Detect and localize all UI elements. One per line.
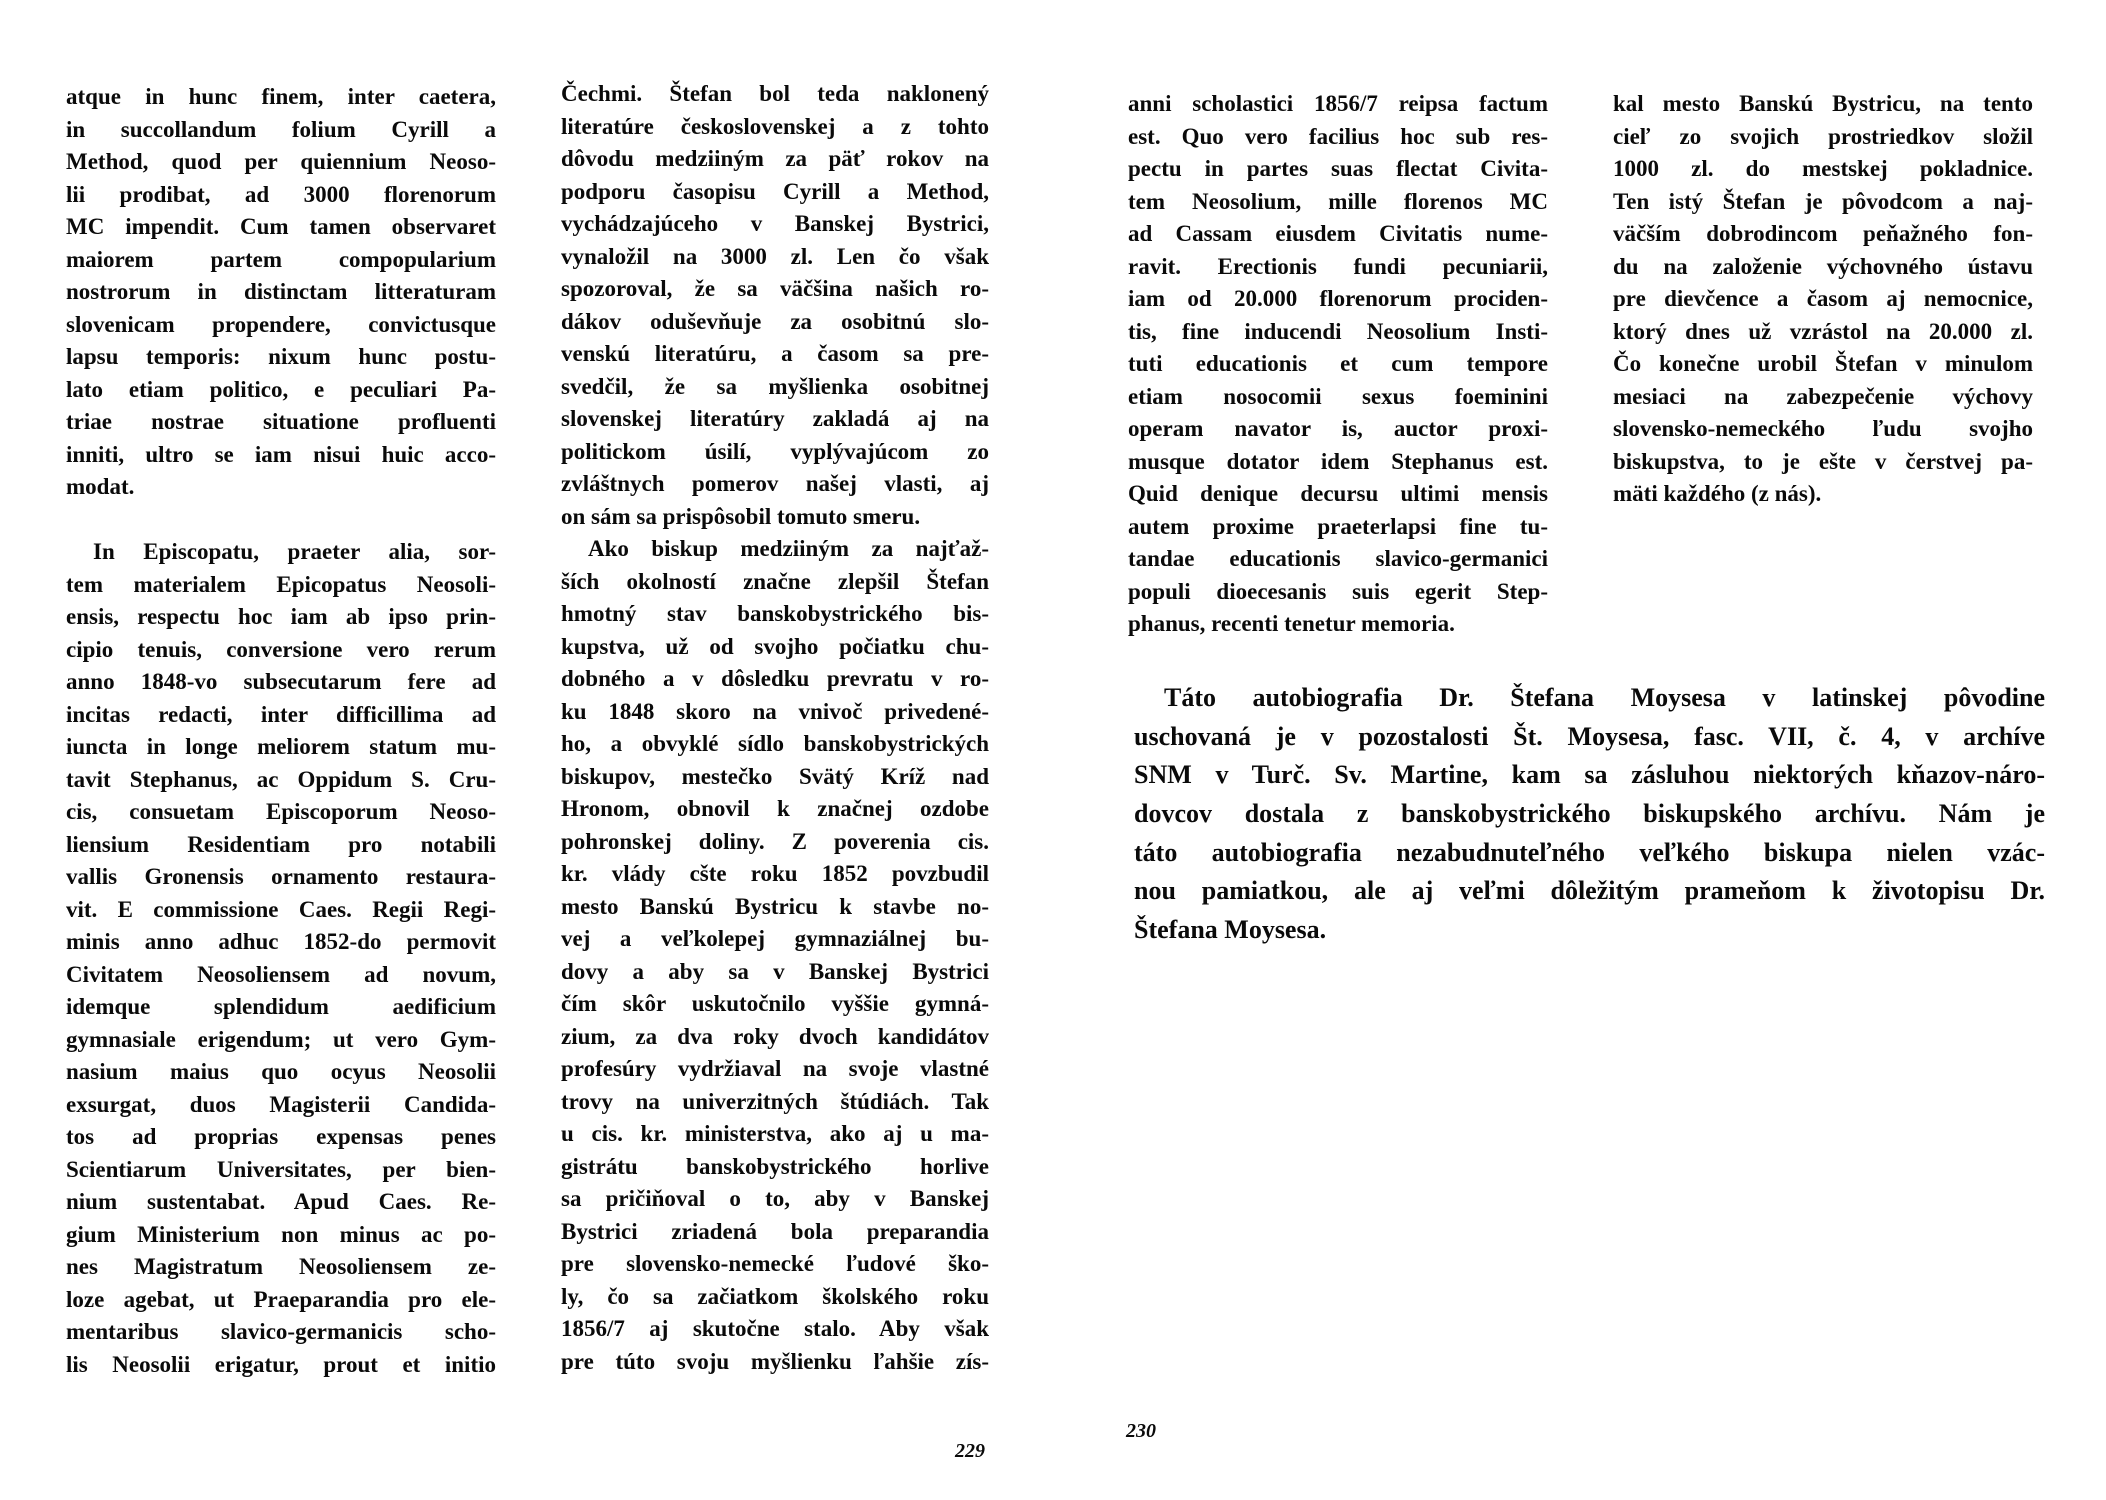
- text-line: slovenskej literatúry zakladá aj na: [561, 406, 989, 431]
- text-line: lapsu temporis: nixum hunc postu-: [66, 344, 496, 369]
- text-line: gium Ministerium non minus ac po-: [66, 1221, 496, 1247]
- text-line: lato etiam politico, e peculiari Pa-: [66, 376, 496, 402]
- text-line: podporu časopisu Cyrill a Method,: [561, 178, 989, 204]
- text-line: 1856/7 aj skutočne stalo. Aby však: [561, 1316, 989, 1341]
- text-line: mesto Banskú Bystricu k stavbe no-: [561, 893, 989, 919]
- text-line: cieľ zo svojich prostriedkov složil: [1613, 123, 2033, 149]
- text-line: hmotný stav banskobystrického bis-: [561, 601, 989, 626]
- text-line: uschovaná je v pozostalosti Št. Moysesa, fasc. VII, č. 4, v archíve: [1134, 721, 2045, 751]
- text-line: vej a veľkolepej gymnaziálnej bu-: [561, 926, 989, 951]
- text-line: operam navator is, auctor proxi-: [1128, 416, 1548, 441]
- text-line: kr. vlády cšte roku 1852 povzbudil: [561, 861, 989, 886]
- text-line: est. Quo vero facilius hoc sub res-: [1128, 123, 1548, 149]
- text-line: tem materialem Epicopatus Neosoli-: [66, 571, 496, 597]
- text-line: ších okolností značne zlepšil Štefan: [561, 568, 989, 594]
- text-line: nou pamiatkou, ale aj veľmi dôležitým prameňom k životopisu Dr.: [1134, 876, 2045, 906]
- text-line: 1000 zl. do mestskej pokladnice.: [1613, 156, 2033, 181]
- text-line: cipio tenuis, conversione vero rerum: [66, 636, 496, 662]
- editor-note-paragraph: [1134, 679, 2045, 950]
- paragraph: [66, 536, 496, 1381]
- text-line: atque in hunc finem, inter caetera,: [66, 84, 496, 109]
- text-line: svedčil, že sa myšlienka osobitnej: [561, 373, 989, 399]
- text-line: in succollandum folium Cyrill a: [66, 116, 496, 142]
- paragraph: [561, 78, 989, 533]
- right-page-column-1: [1128, 88, 1548, 641]
- text-line: Čo konečne urobil Štefan v minulom: [1613, 351, 2033, 376]
- left-page-column-1: [66, 81, 496, 1381]
- text-line: profesúry vydržiaval na svoje vlastné: [561, 1056, 989, 1081]
- text-line: nostrorum in distinctam litteraturam: [66, 279, 496, 304]
- paragraph: [561, 533, 989, 1378]
- text-line: on sám sa prispôsobil tomuto smeru.: [561, 503, 921, 529]
- text-line: lis Neosolii erigatur, prout et initio: [66, 1351, 496, 1377]
- text-line: ho, a obvyklé sídlo banskobystrických: [561, 731, 989, 756]
- text-line: tos ad proprias expensas penes: [66, 1124, 496, 1149]
- text-line: anni scholastici 1856/7 reipsa factum: [1128, 91, 1548, 116]
- paragraph-gap: [66, 504, 496, 537]
- text-line: idemque splendidum aedificium: [66, 994, 496, 1019]
- text-line: ravit. Erectionis fundi pecuniarii,: [1128, 253, 1548, 279]
- text-line: sa pričiňoval o to, aby v Banskej: [561, 1186, 989, 1211]
- text-line: loze agebat, ut Praeparandia pro ele-: [66, 1286, 496, 1312]
- text-line: tem Neosolium, mille florenos MC: [1128, 188, 1548, 214]
- text-line: SNM v Turč. Sv. Martine, kam sa zásluhou niektorých kňazov-náro-: [1134, 760, 2045, 790]
- text-line: anno 1848-vo subsecutarum fere ad: [66, 669, 496, 694]
- text-line: vit. E commissione Caes. Regii Regi-: [66, 896, 496, 922]
- text-line: du na založenie výchovného ústavu: [1613, 253, 2033, 279]
- text-line: liensium Residentiam pro notabili: [66, 831, 496, 857]
- text-line: vychádzajúceho v Banskej Bystrici,: [561, 211, 989, 236]
- text-line: tavit Stephanus, ac Oppidum S. Cru-: [66, 766, 496, 792]
- text-line: ly, čo sa začiatkom školského roku: [561, 1283, 989, 1309]
- page-number-left: 229: [955, 1440, 985, 1462]
- text-line: modat.: [66, 474, 135, 499]
- left-page-column-2: [561, 78, 989, 1378]
- text-line: iuncta in longe meliorem statum mu-: [66, 734, 496, 759]
- text-line: tandae educationis slavico-germanici: [1128, 546, 1548, 571]
- text-line: Quid denique decursu ultimi mensis: [1128, 481, 1548, 506]
- text-line: kupstva, už od svojho počiatku chu-: [561, 633, 989, 659]
- text-line: tis, fine inducendi Neosolium Insti-: [1128, 318, 1548, 344]
- text-line: dôvodu medziiným za päť rokov na: [561, 146, 989, 171]
- text-line: dovcov dostala z banskobystrického biskupského archívu. Nám je: [1134, 799, 2045, 829]
- text-line: pre túto svoju myšlienku ľahšie zís-: [561, 1348, 989, 1374]
- text-line: minis anno adhuc 1852-do permovit: [66, 929, 496, 954]
- text-line: nes Magistratum Neosoliensem ze-: [66, 1254, 496, 1279]
- paragraph: [1128, 88, 1548, 641]
- text-line: väčším dobrodincom peňažného fon-: [1613, 221, 2033, 246]
- text-line: gistrátu banskobystrického horlive: [561, 1153, 989, 1179]
- text-line: nium sustentabat. Apud Caes. Re-: [66, 1189, 496, 1214]
- text-line: pre slovensko-nemecké ľudové ško-: [561, 1251, 989, 1276]
- text-line: čím skôr uskutočnilo vyššie gymná-: [561, 991, 989, 1016]
- text-line: pre dievčence a časom aj nemocnice,: [1613, 286, 2033, 311]
- text-line: biskupstva, to je ešte v čerstvej pa-: [1613, 448, 2033, 474]
- text-line: biskupov, mestečko Svätý Kríž nad: [561, 763, 989, 789]
- text-line: táto autobiografia nezabudnuteľného veľkého biskupa nielen vzác-: [1134, 837, 2045, 867]
- text-line: ensis, respectu hoc iam ab ipso prin-: [66, 604, 496, 629]
- text-line: musque dotator idem Stephanus est.: [1128, 448, 1548, 474]
- text-line: slovensko-nemeckého ľudu svojho: [1613, 416, 2033, 441]
- text-line: mesiaci na zabezpečenie výchovy: [1613, 383, 2033, 409]
- text-line: slovenicam propendere, convictusque: [66, 311, 496, 337]
- text-line: vynaložil na 3000 zl. Len čo však: [561, 243, 989, 269]
- text-line: vallis Gronensis ornamento restaura-: [66, 864, 496, 889]
- text-line: ad Cassam eiusdem Civitatis nume-: [1128, 221, 1548, 246]
- text-line: pectu in partes suas flectat Civita-: [1128, 156, 1548, 181]
- text-line: inniti, ultro se iam nisui huic acco-: [66, 441, 496, 467]
- text-line: literatúre československej a z tohto: [561, 113, 989, 139]
- text-line: Štefana Moysesa.: [1134, 915, 1327, 945]
- paragraph: [66, 81, 496, 504]
- text-line: Hronom, obnovil k značnej ozdobe: [561, 796, 989, 821]
- text-line: zium, za dva roky dvoch kandidátov: [561, 1023, 989, 1049]
- text-line: mentaribus slavico-germanicis scho-: [66, 1319, 496, 1344]
- text-line: populi dioecesanis suis egerit Step-: [1128, 578, 1548, 604]
- text-line: u cis. kr. ministerstva, ako aj u ma-: [561, 1121, 989, 1146]
- text-line: MC impendit. Cum tamen observaret: [66, 214, 496, 239]
- text-line: Bystrici zriadená bola preparandia: [561, 1218, 989, 1244]
- text-line: autem proxime praeterlapsi fine tu-: [1128, 513, 1548, 539]
- text-line: Čechmi. Štefan bol teda naklonený: [561, 81, 989, 106]
- text-line: triae nostrae situatione profluenti: [66, 409, 496, 434]
- text-line: Ako biskup medziiným za najťaž-: [588, 536, 989, 561]
- text-line: dovy a aby sa v Banskej Bystrici: [561, 958, 989, 984]
- text-line: cis, consuetam Episcoporum Neoso-: [66, 799, 496, 824]
- text-line: iam od 20.000 florenorum prociden-: [1128, 286, 1548, 311]
- text-line: Scientiarum Universitates, per bien-: [66, 1156, 496, 1182]
- text-line: trovy na univerzitných štúdiách. Tak: [561, 1088, 989, 1114]
- text-line: Civitatem Neosoliensem ad novum,: [66, 961, 496, 987]
- text-line: nasium maius quo ocyus Neosolii: [66, 1059, 496, 1084]
- page-number-right: 230: [1126, 1420, 1156, 1442]
- text-line: zvláštnych pomerov našej vlasti, aj: [561, 471, 989, 496]
- text-line: ktorý dnes už vzrástol na 20.000 zl.: [1613, 318, 2033, 344]
- text-line: ku 1848 skoro na vnivoč privedené-: [561, 698, 989, 724]
- paragraph: [1613, 88, 2033, 511]
- text-line: Táto autobiografia Dr. Štefana Moysesa v latinskej pôvodine: [1164, 683, 2045, 712]
- text-line: phanus, recenti tenetur memoria.: [1128, 611, 1455, 636]
- text-line: incitas redacti, inter difficillima ad: [66, 701, 496, 727]
- text-line: tuti educationis et cum tempore: [1128, 351, 1548, 376]
- text-line: venskú literatúru, a časom sa pre-: [561, 341, 989, 366]
- right-page-column-2: [1613, 88, 2033, 511]
- text-line: mäti každého (z nás).: [1613, 481, 1822, 506]
- text-line: gymnasiale erigendum; ut vero Gym-: [66, 1026, 496, 1052]
- text-line: lii prodibat, ad 3000 florenorum: [66, 181, 496, 207]
- text-line: politickom úsilí, vyplývajúcom zo: [561, 438, 989, 464]
- text-line: Ten istý Štefan je pôvodcom a naj-: [1613, 188, 2033, 214]
- text-line: Method, quod per quiennium Neoso-: [66, 149, 496, 174]
- text-line: exsurgat, duos Magisterii Candida-: [66, 1091, 496, 1117]
- text-line: In Episcopatu, praeter alia, sor-: [93, 539, 496, 564]
- text-line: kal mesto Banskú Bystricu, na tento: [1613, 91, 2033, 116]
- text-line: maiorem partem compopularium: [66, 246, 496, 272]
- text-line: etiam nosocomii sexus foeminini: [1128, 383, 1548, 409]
- text-line: dákov oduševňuje za osobitnú slo-: [561, 308, 989, 334]
- text-line: spozoroval, že sa väčšina našich ro-: [561, 276, 989, 301]
- text-line: dobného a v dôsledku prevratu v ro-: [561, 666, 989, 691]
- text-line: pohronskej doliny. Z poverenia cis.: [561, 828, 989, 854]
